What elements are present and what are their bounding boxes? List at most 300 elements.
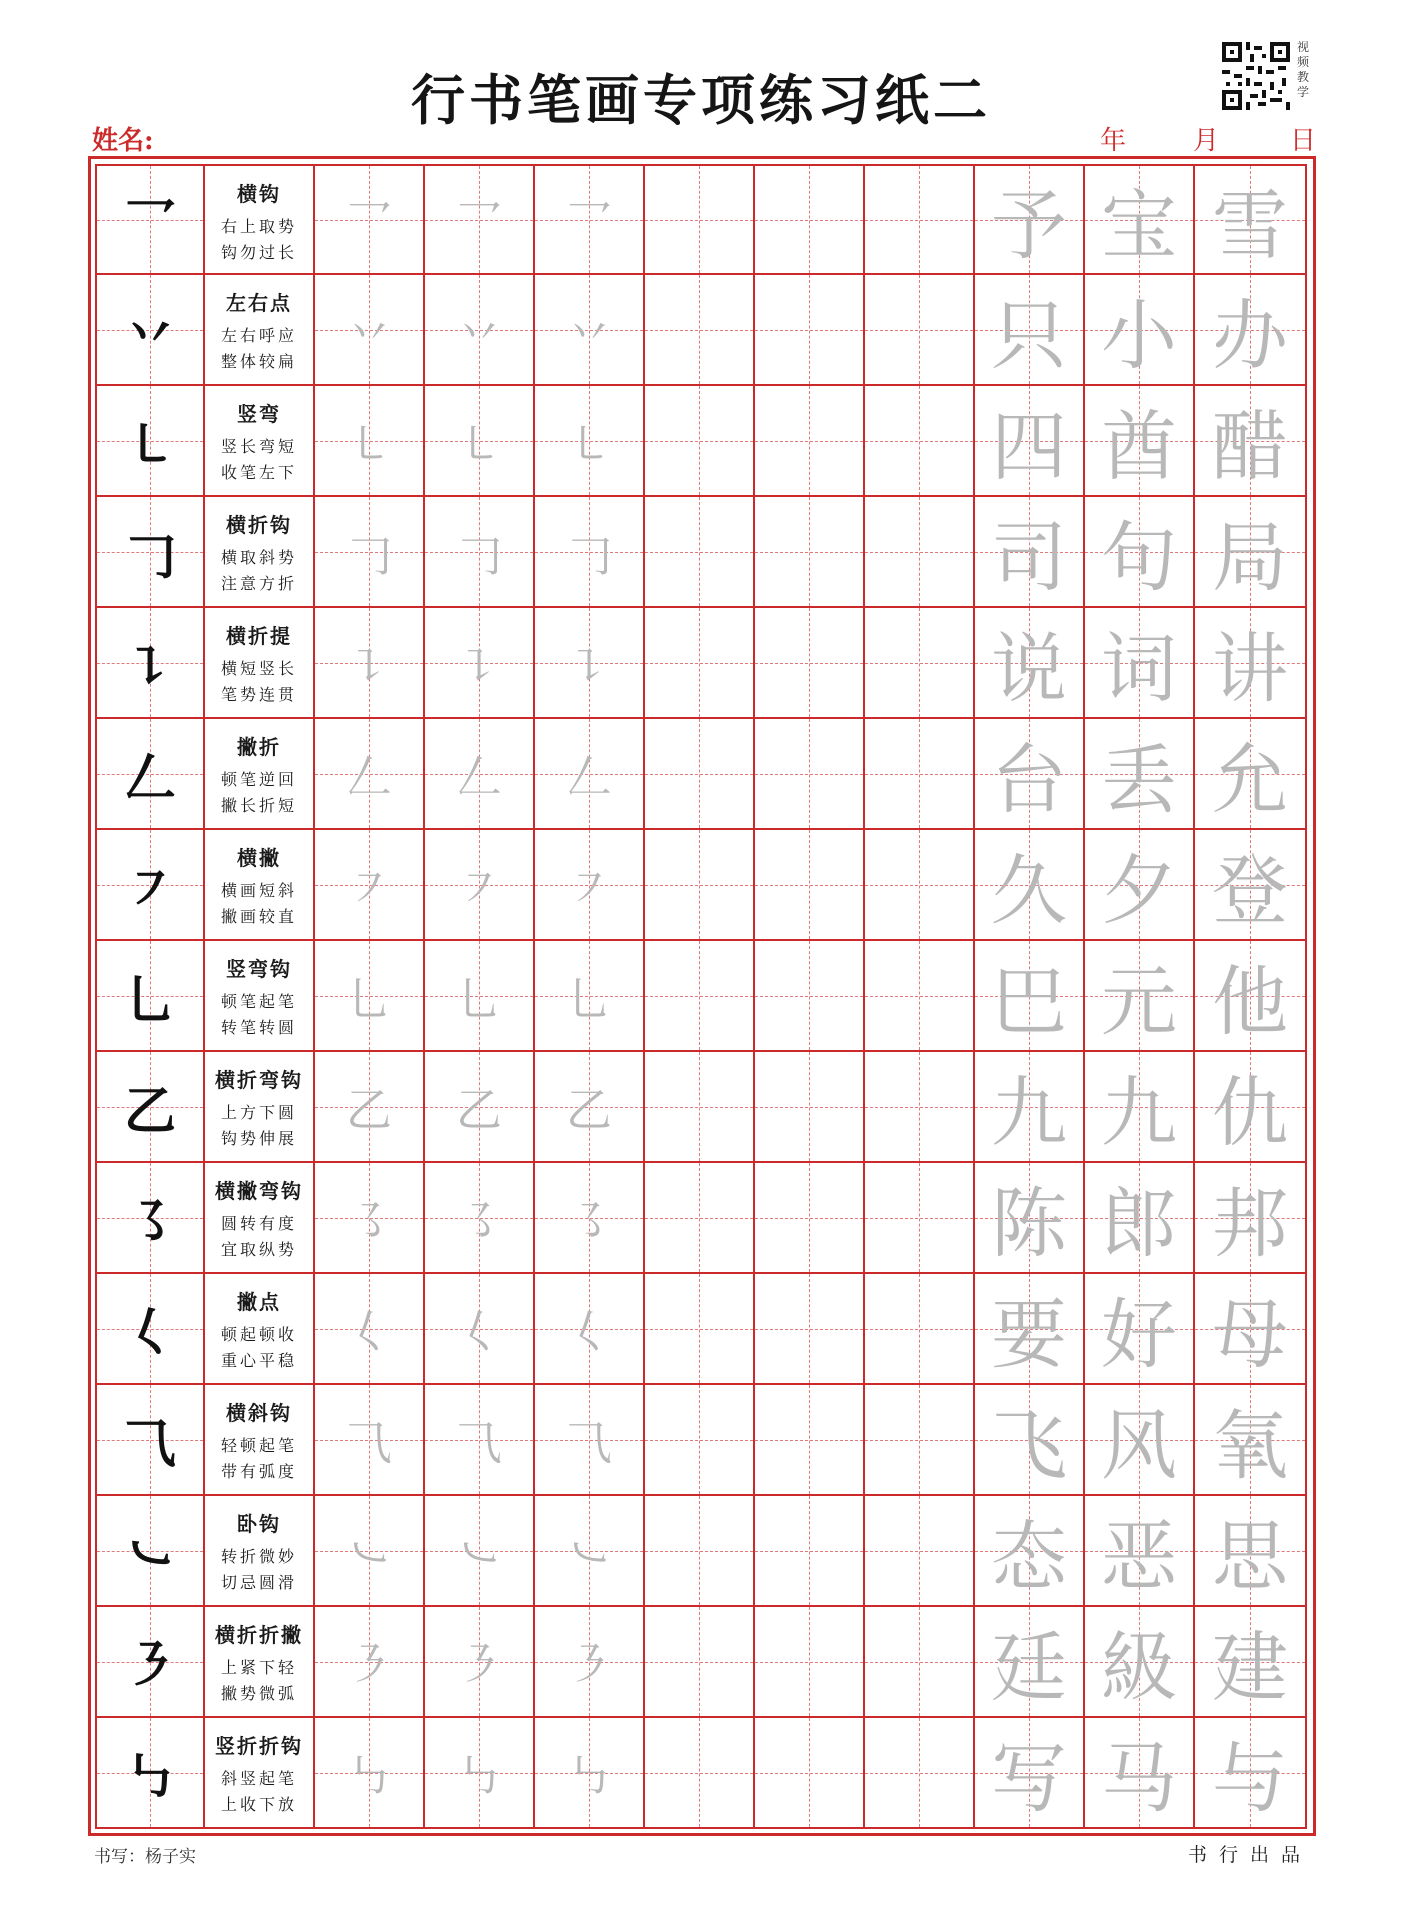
example-character-cell [975, 1274, 1085, 1385]
guide-line-vertical [699, 166, 700, 273]
stroke-example: 乙 [123, 1081, 176, 1142]
trace-cell [425, 830, 535, 941]
blank-practice-cell [645, 497, 755, 608]
example-character-cell [975, 1163, 1085, 1274]
example-character-cell [1195, 941, 1307, 1052]
trace-stroke: 𠃋 [566, 749, 612, 804]
example-character: 醋 [1212, 402, 1288, 491]
stroke-tip-line-2: 注意方折 [220, 574, 297, 593]
practice-grid [95, 164, 1307, 1829]
stroke-tip-line-2: 转笔转圆 [220, 1018, 297, 1037]
blank-practice-cell [865, 497, 975, 608]
stroke-example: ㇇ [123, 859, 176, 920]
trace-cell [535, 275, 645, 386]
blank-practice-cell [755, 608, 865, 719]
trace-cell [315, 830, 425, 941]
blank-practice-cell [645, 941, 755, 1052]
example-character-cell [1085, 830, 1195, 941]
guide-line-vertical [919, 1385, 920, 1494]
trace-cell [425, 164, 535, 275]
example-character-cell [975, 608, 1085, 719]
blank-practice-cell [865, 1052, 975, 1163]
example-character-cell [1085, 386, 1195, 497]
date-month-label: 月 [1193, 126, 1220, 156]
stroke-row [95, 1718, 1307, 1829]
stroke-name: 横折折撇 [215, 1623, 303, 1647]
trace-cell [315, 164, 425, 275]
example-character: 級 [1101, 1623, 1177, 1712]
guide-line-vertical [699, 497, 700, 606]
example-character-cell [1195, 1718, 1307, 1829]
example-character-cell [1195, 1607, 1307, 1718]
stroke-row [95, 830, 1307, 941]
trace-cell [425, 1052, 535, 1163]
blank-practice-cell [755, 497, 865, 608]
blank-practice-cell [865, 1274, 975, 1385]
stroke-tip-line-1: 右上取势 [220, 217, 297, 236]
stroke-example: 𠃌 [123, 526, 176, 587]
trace-cell [315, 608, 425, 719]
stroke-tip-line-1: 轻顿起笔 [220, 1436, 297, 1455]
stroke-tip-line-2: 收笔左下 [220, 463, 297, 482]
example-character-cell [1085, 1052, 1195, 1163]
trace-cell [425, 1496, 535, 1607]
example-character: 丢 [1101, 735, 1177, 824]
stroke-tip-line-1: 上紧下轻 [220, 1658, 297, 1677]
stroke-example: ㇌ [123, 1192, 176, 1253]
stroke-info-cell [205, 164, 315, 275]
stroke-tip-line-2: 整体较扁 [220, 352, 297, 371]
stroke-example: ㇃ [123, 1525, 176, 1586]
stroke-example-cell [95, 497, 205, 608]
stroke-info-cell [205, 1163, 315, 1274]
example-character-cell [975, 830, 1085, 941]
example-character-cell [1195, 164, 1307, 275]
trace-stroke: ㇄ [346, 416, 392, 471]
blank-practice-cell [645, 1718, 755, 1829]
stroke-name: 横折提 [226, 624, 292, 648]
stroke-info-cell [205, 1385, 315, 1496]
example-character: 宝 [1101, 181, 1177, 270]
trace-stroke: ㇄ [566, 416, 612, 471]
example-character: 元 [1101, 957, 1177, 1046]
guide-line-vertical [809, 1274, 810, 1383]
blank-practice-cell [865, 386, 975, 497]
example-character: 要 [991, 1290, 1067, 1379]
guide-line-vertical [699, 1385, 700, 1494]
trace-stroke: ㇃ [456, 1526, 502, 1581]
example-character-cell [1195, 1274, 1307, 1385]
qr-caption: 视频教学 [1297, 40, 1310, 99]
stroke-example-cell [95, 1607, 205, 1718]
blank-practice-cell [865, 608, 975, 719]
blank-practice-cell [755, 1052, 865, 1163]
example-character: 句 [1101, 513, 1177, 602]
example-character-cell [1195, 1496, 1307, 1607]
blank-practice-cell [755, 1718, 865, 1829]
trace-stroke: ⺄ [566, 1415, 612, 1470]
trace-stroke: 𠃌 [566, 527, 612, 582]
trace-cell [315, 1385, 425, 1496]
trace-cell [425, 608, 535, 719]
example-character-cell [1085, 1385, 1195, 1496]
blank-practice-cell [645, 164, 755, 275]
trace-cell [425, 275, 535, 386]
stroke-info-cell [205, 608, 315, 719]
example-character-cell [975, 275, 1085, 386]
stroke-example: 𠃋 [123, 748, 176, 809]
guide-line-vertical [919, 166, 920, 273]
example-character: 他 [1212, 957, 1288, 1046]
stroke-tip-line-1: 顿起顿收 [220, 1325, 297, 1344]
trace-stroke: ㇊ [456, 638, 502, 693]
guide-line-vertical [919, 830, 920, 939]
example-character: 与 [1212, 1734, 1288, 1823]
blank-practice-cell [645, 1052, 755, 1163]
trace-cell [535, 830, 645, 941]
trace-stroke: ㇋ [566, 1637, 612, 1692]
stroke-example: 𡿨 [123, 1303, 176, 1364]
guide-line-vertical [699, 608, 700, 717]
blank-practice-cell [645, 1607, 755, 1718]
guide-line-vertical [919, 1052, 920, 1161]
guide-line-vertical [809, 1607, 810, 1716]
guide-line-vertical [699, 1496, 700, 1605]
example-character: 讲 [1212, 624, 1288, 713]
trace-cell [315, 275, 425, 386]
trace-cell [315, 1052, 425, 1163]
trace-stroke: ⺄ [346, 1415, 392, 1470]
trace-stroke: ㇇ [346, 860, 392, 915]
trace-cell [315, 1163, 425, 1274]
example-character-cell [1085, 497, 1195, 608]
example-character: 说 [991, 624, 1067, 713]
example-character: 母 [1212, 1290, 1288, 1379]
example-character: 风 [1101, 1401, 1177, 1490]
trace-stroke: 丷 [346, 305, 392, 360]
trace-cell [535, 1607, 645, 1718]
guide-line-vertical [919, 1496, 920, 1605]
blank-practice-cell [755, 719, 865, 830]
example-character: 夕 [1101, 846, 1177, 935]
blank-practice-cell [755, 1385, 865, 1496]
example-character-cell [975, 497, 1085, 608]
example-character: 只 [991, 291, 1067, 380]
stroke-example-cell [95, 275, 205, 386]
stroke-tip-line-2: 撇长折短 [220, 796, 297, 815]
blank-practice-cell [645, 1385, 755, 1496]
example-character: 予 [991, 181, 1067, 270]
guide-line-vertical [919, 386, 920, 495]
guide-line-vertical [699, 1163, 700, 1272]
stroke-example: ㇉ [123, 1747, 176, 1808]
stroke-tip-line-1: 顿笔逆回 [220, 770, 297, 789]
stroke-example-cell [95, 941, 205, 1052]
guide-line-vertical [809, 941, 810, 1050]
blank-practice-cell [865, 1163, 975, 1274]
date-day-label: 日 [1290, 126, 1317, 156]
stroke-row [95, 719, 1307, 830]
stroke-tip-line-2: 上收下放 [220, 1795, 297, 1814]
guide-line-vertical [809, 1496, 810, 1605]
stroke-row [95, 1607, 1307, 1718]
stroke-name: 卧钩 [237, 1512, 281, 1536]
example-character: 登 [1212, 846, 1288, 935]
stroke-name: 竖折折钩 [215, 1734, 303, 1758]
trace-stroke: 丷 [566, 305, 612, 360]
name-label: 姓名: [92, 126, 154, 156]
example-character: 九 [1101, 1068, 1177, 1157]
trace-stroke: ㇋ [346, 1637, 392, 1692]
stroke-name: 撇折 [237, 735, 281, 759]
trace-stroke: ㇉ [456, 1748, 502, 1803]
stroke-name: 竖弯钩 [226, 957, 292, 981]
example-character: 司 [991, 513, 1067, 602]
trace-stroke: 𠃋 [456, 749, 502, 804]
stroke-tip-line-2: 重心平稳 [220, 1351, 297, 1370]
stroke-info-cell [205, 1496, 315, 1607]
stroke-tip-line-1: 上方下圆 [220, 1103, 297, 1122]
blank-practice-cell [645, 275, 755, 386]
stroke-row [95, 386, 1307, 497]
stroke-info-cell [205, 1274, 315, 1385]
blank-practice-cell [865, 1607, 975, 1718]
publisher-credit: 书行出品 [1187, 1844, 1312, 1866]
trace-cell [535, 497, 645, 608]
stroke-info-cell [205, 1607, 315, 1718]
example-character: 飞 [991, 1401, 1067, 1490]
example-character-cell [975, 941, 1085, 1052]
guide-line-vertical [699, 1274, 700, 1383]
trace-cell [315, 1607, 425, 1718]
example-character: 好 [1101, 1290, 1177, 1379]
trace-stroke: ㇊ [566, 638, 612, 693]
trace-cell [535, 164, 645, 275]
stroke-example: 丷 [123, 304, 176, 365]
blank-practice-cell [865, 1496, 975, 1607]
example-character: 邦 [1212, 1179, 1288, 1268]
example-character: 办 [1212, 291, 1288, 380]
example-character: 台 [991, 735, 1067, 824]
blank-practice-cell [865, 830, 975, 941]
trace-cell [315, 1274, 425, 1385]
example-character-cell [1085, 275, 1195, 386]
example-character-cell [1195, 497, 1307, 608]
trace-stroke: 乙 [346, 1082, 392, 1137]
stroke-row [95, 1274, 1307, 1385]
stroke-name: 横折弯钩 [215, 1068, 303, 1092]
blank-practice-cell [645, 1274, 755, 1385]
blank-practice-cell [645, 386, 755, 497]
guide-line-vertical [919, 941, 920, 1050]
example-character: 允 [1212, 735, 1288, 824]
stroke-info-cell [205, 1052, 315, 1163]
trace-stroke: ㇊ [346, 638, 392, 693]
guide-line-vertical [809, 719, 810, 828]
stroke-example-cell [95, 1385, 205, 1496]
guide-line-vertical [919, 497, 920, 606]
trace-stroke: 乚 [566, 971, 612, 1026]
example-character-cell [975, 1718, 1085, 1829]
stroke-example-cell [95, 164, 205, 275]
trace-cell [535, 608, 645, 719]
stroke-name: 横钩 [237, 182, 281, 206]
stroke-tip-line-1: 横取斜势 [220, 548, 297, 567]
example-character: 廷 [991, 1623, 1067, 1712]
trace-cell [535, 386, 645, 497]
guide-line-vertical [699, 1718, 700, 1827]
example-character-cell [975, 719, 1085, 830]
stroke-tip-line-2: 撇势微弧 [220, 1684, 297, 1703]
guide-line-vertical [809, 1163, 810, 1272]
trace-stroke: ㇋ [456, 1637, 502, 1692]
trace-stroke: 乚 [346, 971, 392, 1026]
example-character: 词 [1101, 624, 1177, 713]
example-character-cell [1085, 719, 1195, 830]
guide-line-vertical [919, 1163, 920, 1272]
trace-cell [315, 386, 425, 497]
stroke-example-cell [95, 1163, 205, 1274]
example-character-cell [975, 1385, 1085, 1496]
stroke-row [95, 1385, 1307, 1496]
example-character: 思 [1212, 1512, 1288, 1601]
guide-line-vertical [809, 1385, 810, 1494]
stroke-tip-line-1: 横短竖长 [220, 659, 297, 678]
guide-line-vertical [809, 1718, 810, 1827]
trace-stroke: ㇉ [346, 1748, 392, 1803]
example-character-cell [1085, 1607, 1195, 1718]
trace-stroke: ⺄ [456, 1415, 502, 1470]
stroke-name: 横折钩 [226, 513, 292, 537]
trace-cell [535, 1163, 645, 1274]
trace-stroke: 乛 [566, 195, 612, 250]
stroke-tip-line-1: 竖长弯短 [220, 437, 297, 456]
stroke-tip-line-2: 切忌圆滑 [220, 1573, 297, 1592]
stroke-example-cell [95, 830, 205, 941]
stroke-example-cell [95, 608, 205, 719]
example-character: 小 [1101, 291, 1177, 380]
trace-stroke: ㇌ [456, 1193, 502, 1248]
example-character: 久 [991, 846, 1067, 935]
trace-cell [535, 941, 645, 1052]
example-character-cell [975, 1052, 1085, 1163]
example-character-cell [1085, 164, 1195, 275]
stroke-info-cell [205, 275, 315, 386]
blank-practice-cell [645, 830, 755, 941]
trace-stroke: ㇄ [456, 416, 502, 471]
stroke-example: ㇋ [123, 1636, 176, 1697]
blank-practice-cell [865, 1385, 975, 1496]
trace-stroke: ㇃ [346, 1526, 392, 1581]
example-character: 写 [991, 1734, 1067, 1823]
stroke-tip-line-1: 横画短斜 [220, 881, 297, 900]
guide-line-vertical [919, 1718, 920, 1827]
stroke-tip-line-2: 宜取纵势 [220, 1240, 297, 1259]
stroke-example-cell [95, 1274, 205, 1385]
stroke-tip-line-2: 钩势伸展 [220, 1129, 297, 1148]
guide-line-vertical [919, 275, 920, 384]
stroke-tip-line-1: 转折微妙 [220, 1547, 297, 1566]
stroke-row [95, 1052, 1307, 1163]
stroke-tip-line-2: 笔势连贯 [220, 685, 297, 704]
trace-stroke: 𡿨 [456, 1304, 502, 1359]
guide-line-vertical [919, 1274, 920, 1383]
example-character: 九 [991, 1068, 1067, 1157]
example-character-cell [975, 164, 1085, 275]
trace-stroke: 𠃌 [456, 527, 502, 582]
example-character-cell [1195, 275, 1307, 386]
example-character: 酋 [1101, 402, 1177, 491]
blank-practice-cell [755, 1163, 865, 1274]
stroke-example-cell [95, 1496, 205, 1607]
guide-line-vertical [699, 386, 700, 495]
trace-stroke: 乛 [346, 195, 392, 250]
blank-practice-cell [755, 164, 865, 275]
trace-cell [425, 497, 535, 608]
stroke-row [95, 941, 1307, 1052]
guide-line-vertical [809, 1052, 810, 1161]
trace-stroke: 乙 [456, 1082, 502, 1137]
example-character-cell [1085, 1496, 1195, 1607]
qr-code-icon [1222, 42, 1290, 110]
example-character-cell [1085, 1163, 1195, 1274]
trace-stroke: 乚 [456, 971, 502, 1026]
trace-stroke: ㇇ [566, 860, 612, 915]
guide-line-vertical [699, 275, 700, 384]
blank-practice-cell [755, 1274, 865, 1385]
writer-credit: 书写：杨子实 [94, 1847, 196, 1867]
trace-cell [315, 497, 425, 608]
blank-practice-cell [755, 830, 865, 941]
stroke-row [95, 164, 1307, 275]
stroke-tip-line-2: 钩勿过长 [220, 243, 297, 262]
trace-stroke: 丷 [456, 305, 502, 360]
example-character: 恶 [1101, 1512, 1177, 1601]
example-character: 四 [991, 402, 1067, 491]
stroke-row [95, 1496, 1307, 1607]
example-character: 马 [1101, 1734, 1177, 1823]
trace-stroke: 𠃋 [346, 749, 392, 804]
example-character: 建 [1212, 1623, 1288, 1712]
example-character: 局 [1212, 513, 1288, 602]
example-character-cell [1085, 941, 1195, 1052]
blank-practice-cell [755, 275, 865, 386]
trace-cell [425, 941, 535, 1052]
example-character-cell [1085, 1274, 1195, 1385]
blank-practice-cell [645, 719, 755, 830]
trace-cell [315, 1718, 425, 1829]
example-character-cell [1195, 830, 1307, 941]
trace-cell [425, 1274, 535, 1385]
trace-cell [425, 1718, 535, 1829]
blank-practice-cell [645, 608, 755, 719]
example-character: 巴 [991, 957, 1067, 1046]
blank-practice-cell [755, 386, 865, 497]
guide-line-vertical [699, 830, 700, 939]
stroke-tip-line-1: 左右呼应 [220, 326, 297, 345]
stroke-info-cell [205, 1718, 315, 1829]
stroke-example: ㇄ [123, 415, 176, 476]
example-character: 态 [991, 1512, 1067, 1601]
example-character-cell [975, 386, 1085, 497]
example-character-cell [1195, 1163, 1307, 1274]
blank-practice-cell [865, 719, 975, 830]
example-character-cell [1085, 608, 1195, 719]
trace-cell [535, 719, 645, 830]
stroke-name: 撇点 [237, 1290, 281, 1314]
trace-cell [425, 1163, 535, 1274]
guide-line-vertical [809, 275, 810, 384]
